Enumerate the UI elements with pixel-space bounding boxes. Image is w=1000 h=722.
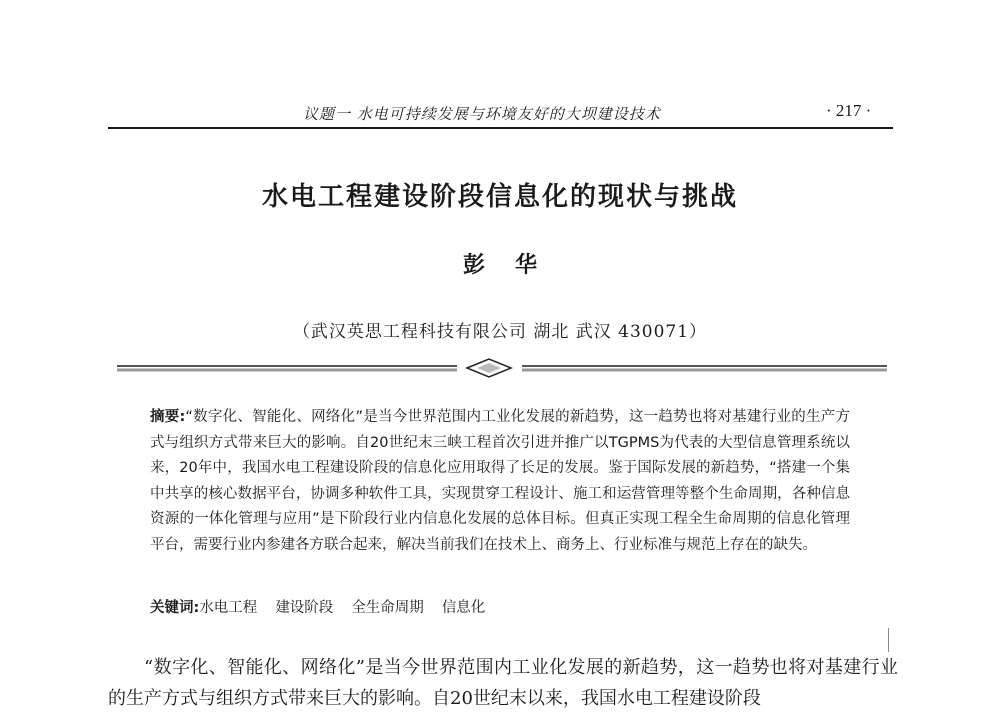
- margin-mark: [888, 628, 889, 652]
- keyword-item: 信息化: [441, 600, 486, 616]
- keywords-label: 关键词:: [150, 600, 200, 616]
- keyword-item: 全生命周期: [351, 600, 424, 616]
- abstract: [150, 405, 850, 558]
- page-number: · 217 ·: [826, 101, 872, 120]
- header-rule: [108, 127, 893, 129]
- paper-title: 水电工程建设阶段信息化的现状与挑战: [261, 182, 738, 212]
- body-text: [108, 652, 898, 714]
- body-paragraph: “数字化、智能化、网络化”是当今世界范围内工业化发展的新趋势，这一趋势也将对基建行业的生产方式与组织方式带来巨大的影响。自20世纪末以来，我国水电工程建设阶段: [108, 657, 898, 709]
- ornament-divider-icon: [117, 356, 887, 382]
- author-affiliation: （武汉英思工程科技有限公司 湖北 武汉 430071）: [292, 322, 708, 342]
- keyword-item: 建设阶段: [275, 600, 334, 616]
- running-header-section: 议题一 水电可持续发展与环境友好的大坝建设技术: [303, 105, 661, 123]
- abstract-label: 摘要:: [150, 409, 186, 425]
- author-name: 彭华: [462, 253, 567, 278]
- keyword-item: 水电工程: [199, 600, 258, 616]
- abstract-text: “数字化、智能化、网络化”是当今世界范围内工业化发展的新趋势，这一趋势也将对基建行业的生产方式与组织方式带来巨大的影响。自20世纪末三峡工程首次引进并推广以TGPMS为代表的大型信息管理系统以来，20年中，我国水电工程建设阶段的信息化应用取得了长足的发展。鉴于国际发展的新趋势，“搭建一个集中共享的核心数据平台，协调多种软件工具，实现贯穿工程设计、施工和运营管理等整个生命周期，各种信息资源的一体化管理与应用”是下阶段行业内信息化发展的总体目标。但真正实现工程全生命周期的信息化管理平台，需要行业内参建各方联合起来，解决当前我们在技术上、商务上、行业标准与规范上存在的缺失。: [150, 409, 850, 553]
- keywords: [150, 596, 850, 617]
